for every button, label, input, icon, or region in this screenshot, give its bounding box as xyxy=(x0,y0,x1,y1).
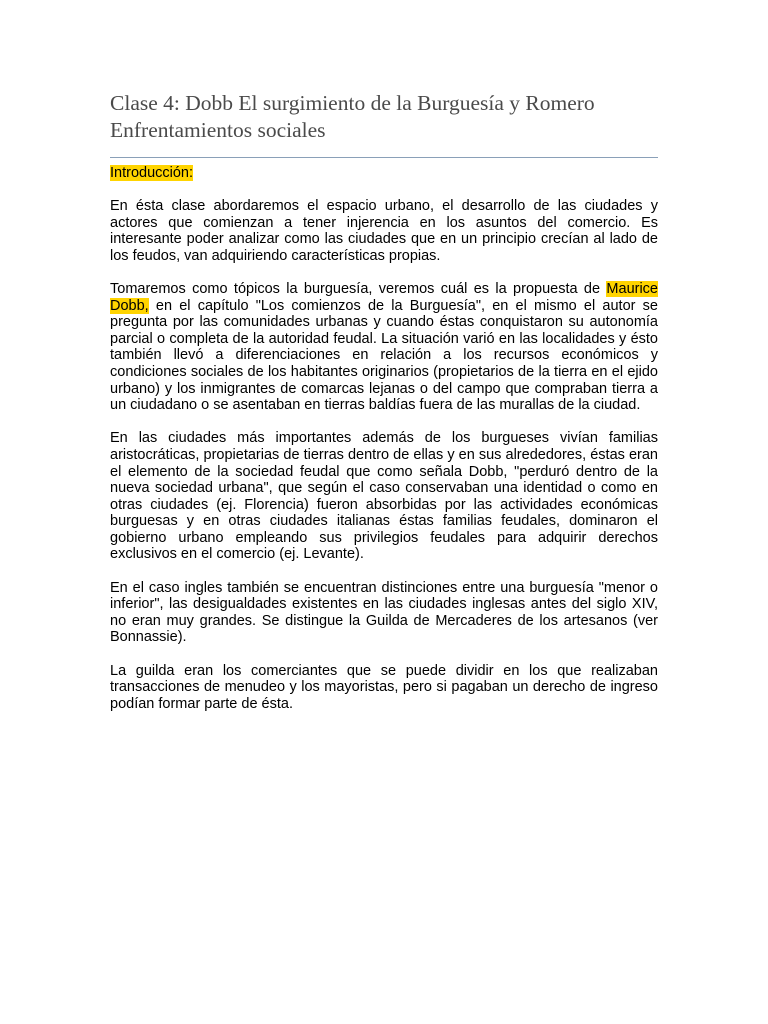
highlighted-author-name: Maurice Dobb, xyxy=(110,280,658,314)
paragraph-2-after: en el capítulo "Los comienzos de la Burguesía", en el mismo el autor se pregunta por las comunidades urbanas y cuando éstas conquistaron su autonomía parcial o completa de la autoridad feudal. La situación varió en las localidades y ésto también llevó a diferenciaciones en relación a los recursos económicos y condiciones sociales de los habitantes originarios (propietarios de la tierra en el ejido urbano) y los inmigrantes de comarcas lejanas o del campo que compraban tierra a un ciudadano o se asentaban en tierras baldías fuera de las murallas de la ciudad. xyxy=(110,297,658,414)
paragraph-2 xyxy=(110,281,658,414)
title-divider xyxy=(110,157,658,158)
paragraph-1: En ésta clase abordaremos el espacio urbano, el desarrollo de las ciudades y actores que comienzan a tener injerencia en los asuntos del comercio. Es interesante poder analizar como las ciudades que en un principio crecían al lado de los feudos, van adquiriendo características propias. xyxy=(110,198,658,264)
paragraph-4: En el caso ingles también se encuentran distinciones entre una burguesía "menor o inferior", las desigualdades existentes en las ciudades inglesas antes del siglo XIV, no eran muy grandes. Se distingue la Guilda de Mercaderes de los artesanos (ver Bonnassie). xyxy=(110,579,658,646)
paragraph-3: En las ciudades más importantes además de los burgueses vivían familias aristocráticas, propietarias de tierras dentro de ellas y en sus alrededores, éstas eran el elemento de la sociedad feudal que como señala Dobb, "perduró dentro de la nueva sociedad urbana", que según el caso conservaban una identidad o como en otras ciudades (ej. Florencia) fueron absorbidas por las actividades económicas burguesas y en otras ciudades italianas éstas familias feudales, dominaron el gobierno urbano empleando sus privilegios feudales para adquirir derechos exclusivos en el comercio (ej. Levante). xyxy=(110,430,658,563)
document-title: Clase 4: Dobb El surgimiento de la Burguesía y Romero Enfrentamientos sociales xyxy=(110,91,595,142)
paragraph-2-before: Tomaremos como tópicos la burguesía, veremos cuál es la propuesta de xyxy=(110,280,607,297)
document-page xyxy=(110,90,658,729)
section-heading-highlight: Introducción: xyxy=(110,165,194,181)
section-heading xyxy=(110,165,658,182)
paragraph-5: La guilda eran los comerciantes que se puede dividir en los que realizaban transacciones de menudeo y los mayoristas, pero si pagaban un derecho de ingreso podían formar parte de ésta. xyxy=(110,662,658,712)
